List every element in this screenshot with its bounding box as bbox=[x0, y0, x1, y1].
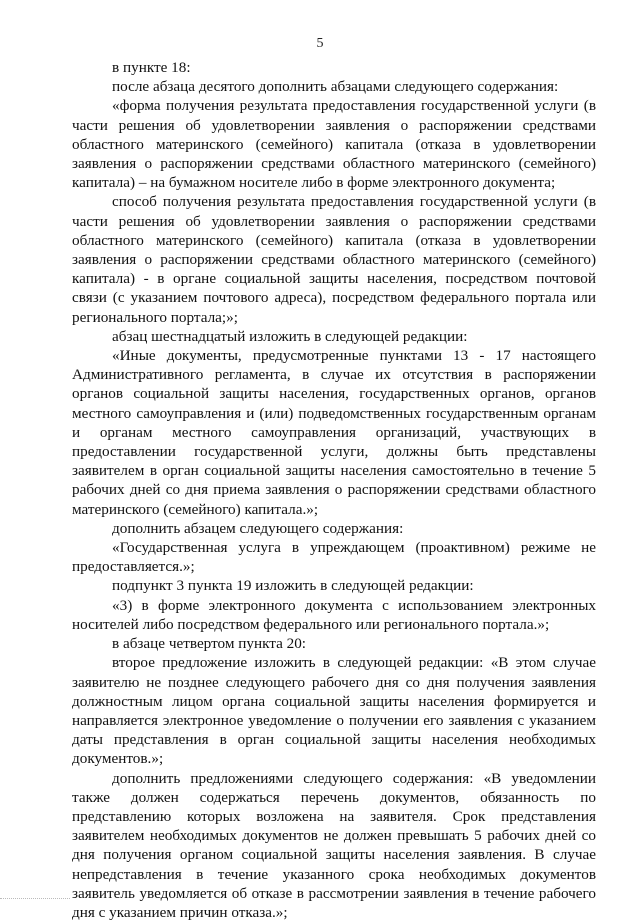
paragraph-4: способ получения результата предоставления государственной услуги (в части решения об удовлетворении заявления о распоряжении средствами областного материнского (семейного) капитала (отказа в удовлетворении заявления о распоряжении средствами областного материнского (семейного) капитала) - в органе социальной защиты населения, посредством почтовой связи (с указанием почтового адреса), посредством федерального портала или регионального портала;»; bbox=[72, 193, 596, 326]
paragraph-6: «Иные документы, предусмотренные пунктами 13 - 17 настоящего Административного регламента, в случае их отсутствия в распоряжении органов социальной защиты населения, государственных органов, органов местного самоуправления и (или) подведомственных государственным органам и органам местного самоуправления организаций, участвующих в предоставлении государственной услуги, должны быть представлены заявителем в орган социальной защиты населения самостоятельно в течение 5 рабочих дней со дня приема заявления о распоряжении средствами областного материнского (семейного) капитала.»; bbox=[72, 347, 596, 518]
paragraph-13: дополнить предложениями следующего содержания: «В уведомлении также должен содержаться перечень документов, обязанность по представлению которых возложена на заявителя. Срок представления заявителем необходимых документов не должен превышать 5 рабочих дней со дня получения органом социальной защиты населения заявления. В случае непредставления в течение указанного срока необходимых документов заявитель уведомляется об отказе в рассмотрении заявления в течение рабочего дня с указанием причин отказа.»; bbox=[72, 769, 596, 921]
paragraph-9: подпункт 3 пункта 19 изложить в следующей редакции: bbox=[112, 577, 474, 595]
paragraph-12: второе предложение изложить в следующей редакции: «В этом случае заявителю не позднее следующего рабочего дня со дня получения заявления должностным лицом органа социальной защиты населения формируется и направляется электронное уведомление о получении его заявления с указанием даты представления в орган социальной защиты населения необходимых документов.»; bbox=[72, 654, 596, 768]
paragraph-2: после абзаца десятого дополнить абзацами следующего содержания: bbox=[112, 78, 559, 96]
paragraph-3: «форма получения результата предоставления государственной услуги (в части решения об удовлетворении заявления о распоряжении средствами областного материнского (семейного) капитала (отказа в удовлетворении заявления о распоряжении средствами областного материнского (семейного) капитала) – на бумажном носителе либо в форме электронного документа; bbox=[72, 97, 596, 192]
paragraph-5: абзац шестнадцатый изложить в следующей редакции: bbox=[112, 327, 468, 345]
document-body bbox=[72, 58, 596, 922]
scan-edge-mark bbox=[0, 898, 70, 902]
paragraph-1: в пункте 18: bbox=[112, 59, 191, 76]
paragraph-10: «3) в форме электронного документа с использованием электронных носителей либо посредством федерального или регионального портала.»; bbox=[72, 596, 596, 633]
paragraph-8: «Государственная услуга в упреждающем (проактивном) режиме не предоставляется.»; bbox=[72, 539, 596, 576]
paragraph-11: в абзаце четвертом пункта 20: bbox=[112, 635, 307, 653]
paragraph-7: дополнить абзацем следующего содержания: bbox=[112, 519, 404, 537]
page-number: 5 bbox=[316, 36, 324, 51]
